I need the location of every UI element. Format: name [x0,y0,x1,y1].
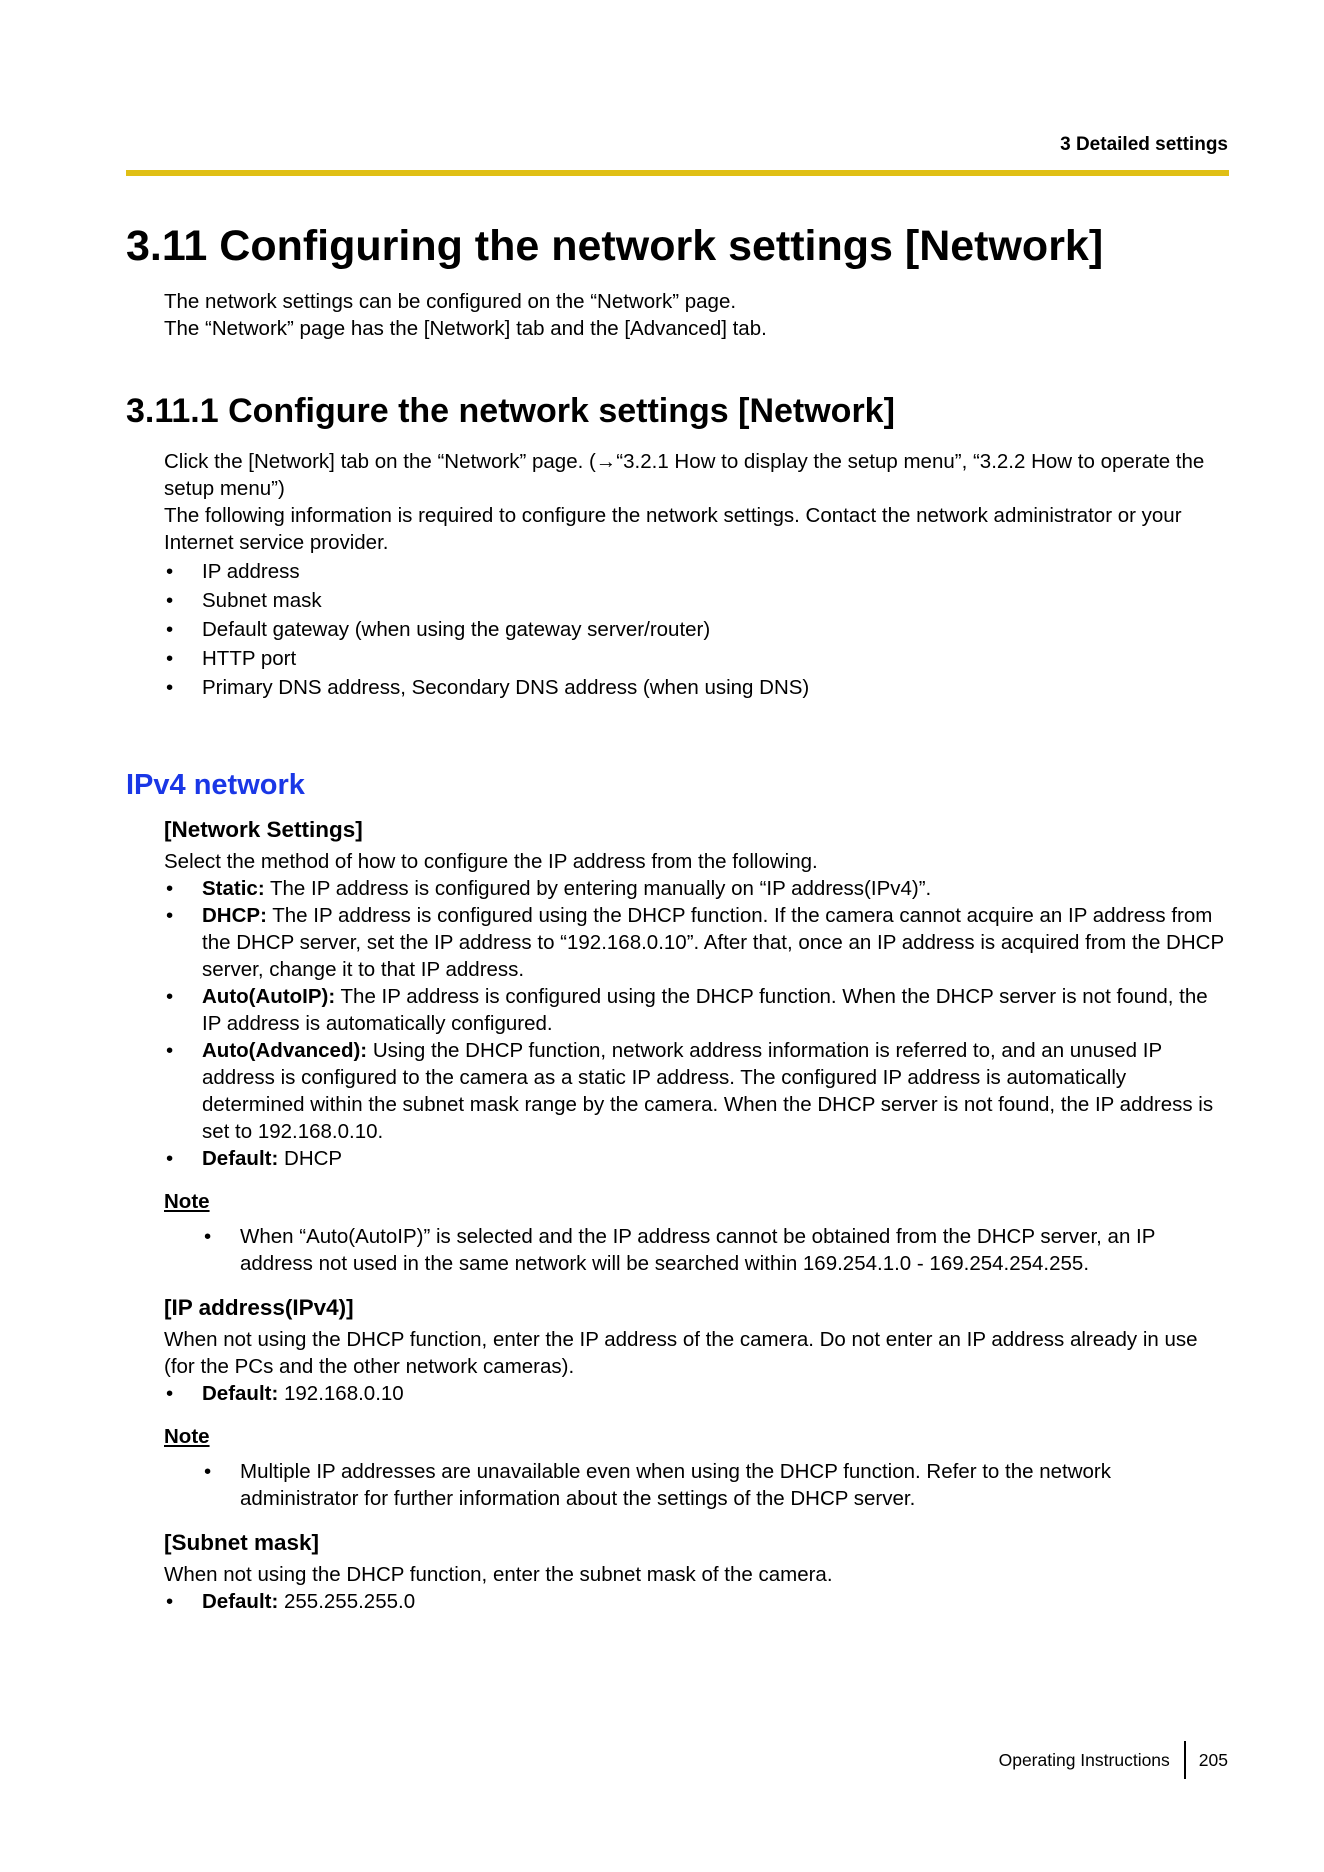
note-title: Note [164,1425,210,1448]
option-static [164,875,1232,902]
section-title: 3.11 Configuring the network settings [Network] [126,222,1104,270]
subsection-para-2: The following information is required to configure the network settings. Contact the network administrator or your Internet service provider. [164,504,1182,554]
network-settings-intro: Select the method of how to configure the IP address from the following. [164,850,818,873]
note-list [164,1458,1232,1512]
network-settings-title: [Network Settings] [164,817,363,842]
subsection-body [164,448,1232,701]
note-item: • When “Auto(AutoIP)” is selected and the IP address cannot be obtained from the DHCP server, an IP address not used in the same network will be searched within 169.254.1.0 - 169.254.254.255. [164,1223,1232,1277]
list-item: • Primary DNS address, Secondary DNS address (when using DNS) [164,674,1232,701]
default-value: 192.168.0.10 [278,1382,404,1405]
subnet-mask-desc: When not using the DHCP function, enter the subnet mask of the camera. [164,1563,833,1586]
subnet-mask-default-list [164,1588,1232,1615]
option-text: DHCP [278,1147,343,1170]
required-info-list [164,558,1232,701]
option-autoip [164,983,1232,1037]
running-header: 3 Detailed settings [1060,134,1228,155]
option-default [164,1145,1232,1172]
ip-address-desc: When not using the DHCP function, enter the IP address of the camera. Do not enter an IP address already in use (for the PCs and the other network cameras). [164,1328,1198,1378]
option-label: DHCP: [202,904,267,927]
list-item: • Subnet mask [164,587,1232,614]
ip-address-default [164,1380,1232,1407]
list-item: • IP address [164,558,1232,585]
subsection-title: 3.11.1 Configure the network settings [Network] [126,392,895,430]
option-label: Default: [202,1147,279,1170]
option-label: Auto(AutoIP): [202,985,336,1008]
subnet-mask-title: [Subnet mask] [164,1530,320,1555]
option-text: The IP address is configured by entering manually on “IP address(IPv4)”. [264,877,932,900]
ipv4-heading: IPv4 network [126,769,305,801]
footer-doc-title: Operating Instructions [998,1749,1170,1770]
option-label: Static: [202,877,265,900]
header-rule [126,170,1229,176]
list-item: • Default gateway (when using the gateway server/router) [164,616,1232,643]
option-dhcp [164,902,1232,983]
intro-line-2: The “Network” page has the [Network] tab and the [Advanced] tab. [164,317,767,340]
option-text: The IP address is configured using the DHCP function. When the DHCP server is not found, the IP address is automatically configured. [202,985,1208,1035]
subnet-mask-default [164,1588,1232,1615]
ip-address-title: [IP address(IPv4)] [164,1295,354,1320]
intro-text [164,288,1232,342]
ip-address-default-list [164,1380,1232,1407]
ipv4-body [164,815,1232,1615]
page-footer [999,1745,1228,1775]
option-label: Auto(Advanced): [202,1039,368,1062]
note-list [164,1223,1232,1277]
page-number: 205 [1198,1749,1228,1770]
network-settings-options [164,875,1232,1172]
default-label: Default: [202,1590,279,1613]
option-text: Using the DHCP function, network address information is referred to, and an unused IP address is configured to the camera as a static IP address. The configured IP address is automatically determined within the subnet mask range by the camera. When the DHCP server is not found, the IP address is set to 192.168.0.10. [202,1039,1214,1143]
note-title: Note [164,1190,210,1213]
option-text: The IP address is configured using the DHCP function. If the camera cannot acquire an IP address from the DHCP server, set the IP address to “192.168.0.10”. After that, once an IP address is acquired from the DHCP server, change it to that IP address. [202,904,1224,981]
note-item: • Multiple IP addresses are unavailable even when using the DHCP function. Refer to the network administrator for further information about the settings of the DHCP server. [164,1458,1232,1512]
footer-divider [1184,1741,1186,1779]
subsection-para-1: Click the [Network] tab on the “Network” page. (→“3.2.1 How to display the setup menu”, “3.2.2 How to operate the setup menu”) [164,450,1205,500]
default-label: Default: [202,1382,279,1405]
default-value: 255.255.255.0 [278,1590,416,1613]
list-item: • HTTP port [164,645,1232,672]
option-advanced [164,1037,1232,1145]
intro-line-1: The network settings can be configured on the “Network” page. [164,290,737,313]
